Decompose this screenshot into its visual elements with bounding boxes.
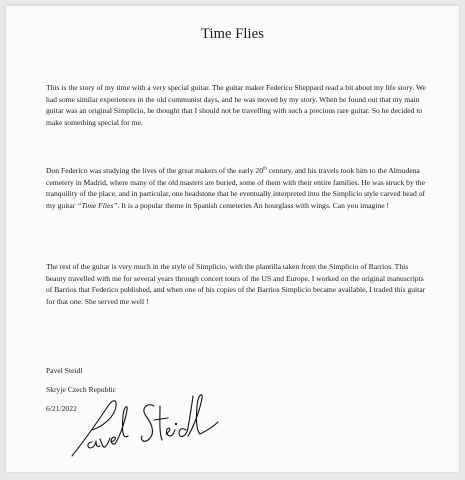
author-location: Skryje Czech Republic (46, 385, 117, 394)
author-name: Pavel Steidl (46, 366, 83, 375)
handwritten-signature (62, 386, 232, 466)
paragraph-2-quoted-title: “Time Flies” (77, 200, 118, 210)
paragraph-3: The rest of the guitar is very much in the style of Simplicio, with the plantilla taken from the Simplicio of Barrios. This beauty travelled with me for several years through concert tours of the US and Europe. I worked on the original manuscripts of Barrios that Federico published, and when one of his copies of the Barrios Simplicio became available, I traded this guitar for that one. She served me well ! (46, 262, 426, 306)
paragraph-1: This is the story of my time with a very special guitar. The guitar maker Federico Sheppard read a bit about my life story. We had some similar experiences in the old communist days, and he was moved by my story. When he found out that my main guitar was an original Simplicio, he thought that I should not be travelling with such a precious rare guitar. So he decided to make something special for me. (46, 83, 426, 127)
paragraph-2-part-2: century, and his travels took him to the Almudena cemetery in Madrid, where many of the old masters are buried, some of them with their entire families. He was struck by the tranquility of the place, and in particular, one headstone that he eventually interpreted into the Simplicio style carved head of my guitar (46, 166, 426, 210)
letter-date: 6/21/2022 (46, 404, 77, 413)
paragraph-2 (46, 165, 426, 211)
paragraph-2-superscript: th (263, 166, 267, 172)
document-title: Time Flies (201, 26, 264, 42)
paragraph-2-part-1: Don Federico was studying the lives of the great makers of the early 20 (46, 166, 263, 175)
document-page (6, 6, 459, 472)
paragraph-2-part-3: . It is a popular theme in Spanish cemeteries An hourglass with wings. Can you imagine ! (117, 200, 390, 210)
